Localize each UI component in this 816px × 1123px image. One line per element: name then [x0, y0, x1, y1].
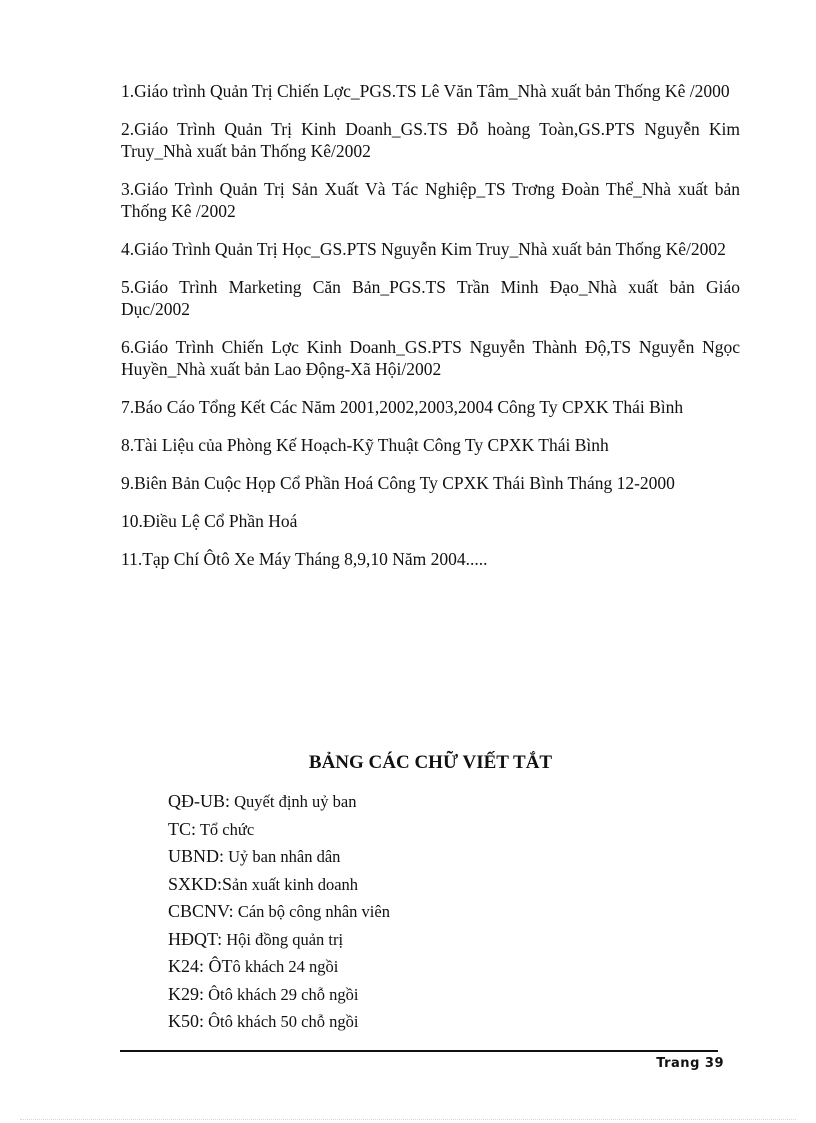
abbreviation-key: HĐQT:: [168, 928, 223, 949]
abbreviation-row: [168, 981, 390, 1009]
abbreviation-key: CBCNV:: [168, 901, 234, 921]
abbreviation-row: [168, 953, 390, 981]
abbreviation-key: QĐ-UB:: [168, 791, 230, 811]
abbreviation-value: Tổ chức: [196, 819, 255, 839]
reference-item: 6.Giáo Trình Chiến Lợc Kinh Doanh_GS.PTS Nguyễn Thành Độ,TS Nguyễn Ngọc Huyền_Nhà xuất bản Lao Động-Xã Hội/2002: [121, 337, 740, 379]
reference-item: 3.Giáo Trình Quản Trị Sản Xuất Và Tác Nghiệp_TS Trơng Đoàn Thể_Nhà xuất bản Thống Kê /2002: [121, 179, 740, 221]
footer-rule: [120, 1050, 718, 1052]
abbreviation-key: K50:: [168, 1011, 204, 1031]
abbreviation-value: Cán bộ công nhân viên: [233, 902, 390, 921]
abbreviation-row: [168, 871, 390, 899]
abbreviation-key: TC:: [168, 818, 197, 839]
reference-item: 1.Giáo trình Quản Trị Chiến Lợc_PGS.TS Lê Văn Tâm_Nhà xuất bản Thống Kê /2000: [121, 81, 730, 101]
abbreviation-value: Ôtô khách 29 chỗ ngồi: [204, 984, 359, 1004]
abbreviation-key: K24: ÔT: [168, 956, 233, 976]
reference-item: 4.Giáo Trình Quản Trị Học_GS.PTS Nguyễn Kim Truy_Nhà xuất bản Thống Kê/2002: [121, 239, 726, 259]
abbreviation-list: [168, 788, 390, 1036]
reference-item: 10.Điều Lệ Cổ Phần Hoá: [121, 511, 298, 531]
abbreviation-row: [168, 788, 390, 816]
abbreviation-key: UBND:: [168, 846, 225, 866]
reference-item: 9.Biên Bản Cuộc Họp Cổ Phần Hoá Công Ty CPXK Thái Bình Tháng 12-2000: [121, 473, 675, 493]
abbreviation-row: [168, 843, 390, 871]
abbreviation-key: K29:: [168, 983, 204, 1004]
abbreviation-row: [168, 816, 390, 844]
abbreviation-value: ô khách 24 ngồi: [232, 957, 339, 976]
abbreviation-value: Uỷ ban nhân dân: [224, 847, 341, 866]
reference-item: 11.Tạp Chí Ôtô Xe Máy Tháng 8,9,10 Năm 2004.....: [121, 549, 488, 569]
abbreviation-row: [168, 898, 390, 926]
abbreviation-row: [168, 926, 390, 954]
reference-list: [121, 80, 740, 586]
reference-item: 2.Giáo Trình Quản Trị Kinh Doanh_GS.TS Đỗ hoàng Toàn,GS.PTS Nguyễn Kim Truy_Nhà xuất bản Thống Kê/2002: [121, 119, 740, 161]
reference-item: 8.Tài Liệu của Phòng Kế Hoạch-Kỹ Thuật Công Ty CPXK Thái Bình: [121, 435, 609, 455]
reference-item: 7.Báo Cáo Tổng Kết Các Năm 2001,2002,2003,2004 Công Ty CPXK Thái Bình: [121, 397, 684, 417]
page-break-line: [20, 1119, 796, 1120]
abbreviation-row: [168, 1008, 390, 1036]
abbreviation-value: Hội đồng quản trị: [222, 929, 344, 949]
abbreviation-value: Quyết định uỷ ban: [230, 792, 357, 811]
abbreviation-key: SXKD:S: [168, 873, 233, 894]
reference-item: 5.Giáo Trình Marketing Căn Bản_PGS.TS Trần Minh Đạo_Nhà xuất bản Giáo Dục/2002: [121, 277, 740, 319]
abbreviation-value: Ôtô khách 50 chỗ ngồi: [204, 1012, 359, 1031]
abbreviation-value: ản xuất kinh doanh: [232, 874, 359, 894]
abbreviations-title: BẢNG CÁC CHỮ VIẾT TẮT: [308, 752, 553, 773]
page-number: Trang 39: [656, 1056, 724, 1071]
